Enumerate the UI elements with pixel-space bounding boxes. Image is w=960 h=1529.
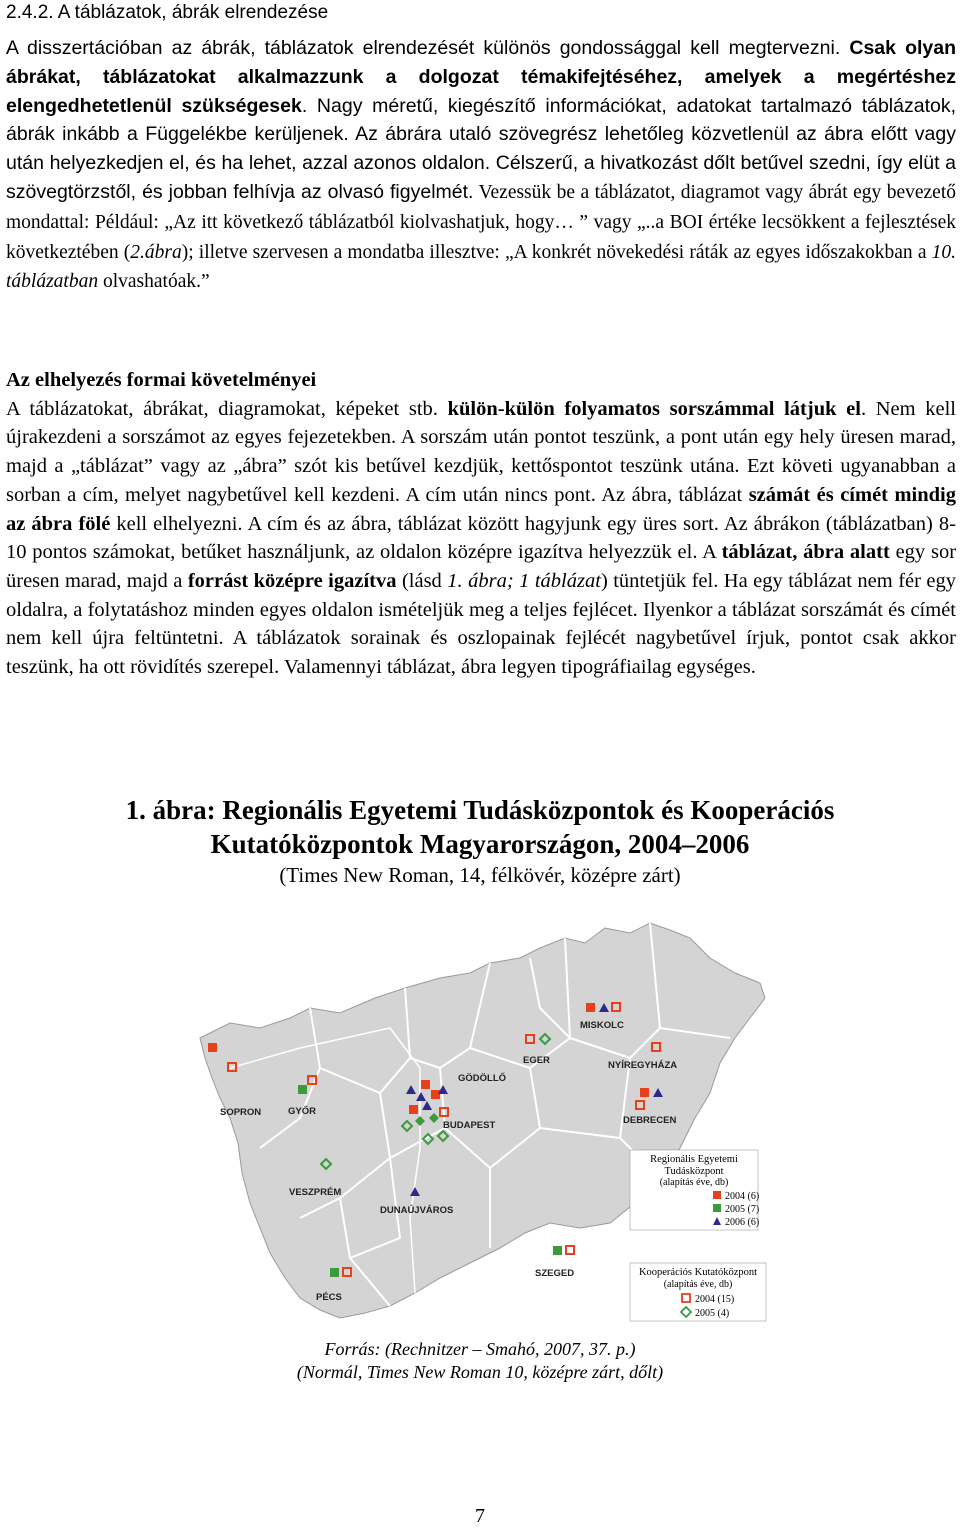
marker-debrecen-2004 (640, 1088, 649, 1097)
para1-example-cont: ); illetve szervesen a mondatba illesztve: „A konkrét növekedési ráták az egyes időszakokban a (181, 241, 932, 263)
figure-source (0, 1338, 960, 1384)
para2-bold-3: táblázat, ábra alatt (721, 541, 890, 564)
city-label-szeged: SZEGED (535, 1268, 575, 1279)
para1-sentence1: A disszertációban az ábrák, táblázatok elrendezését különös gondossággal kell megtervezni. (6, 37, 841, 59)
para2-bold-1: külön-külön folyamatos sorszámmal látjuk el (447, 397, 861, 420)
intro-paragraph (6, 34, 956, 297)
para1-figure-ref: 2.ábra (130, 241, 182, 263)
marker-szeged-coop (566, 1246, 574, 1254)
para2-italic-ref: 1. ábra; 1 táblázat (447, 569, 601, 592)
para1-example-end: olvashatóak.” (98, 271, 210, 293)
format-requirements-paragraph (6, 366, 956, 682)
para1-text: . Nagy méretű, kiegészítő információkat, adatokat tartalmazó táblázatok, ábrák inkább a Függelékbe kerüljenek. Az ábrára utaló szövegrész lehetőleg közvetlenül az ábra előtt vagy után helyezkedjen el, és ha lehet, azzal azonos oldalon. Célszerű, a hivatkozást dőlt betűvel szedni, így elüt a szövegtörzstől, és jobban felhívja az olvasó figyelmét. (6, 94, 957, 203)
legend1-title3: (alapítás éve, db) (659, 1177, 729, 1188)
para2-text-5: (lásd (396, 569, 448, 592)
page-number: 7 (475, 1505, 485, 1527)
para2-text-6: ) tüntetjük fel. Ha egy táblázat nem fér egy oldalra, a folytatáshoz minden egyes oldalon ismételjük meg a teljes fejlécet. Ilyenkor a táblázat sorszámát és címét nem kell újra feltüntetni. A táblázatok sorainak és oszlopainak fejlécét nagybetűvel írjuk, pontot csak akkor teszünk, ha ott rövidítés szerepel. Valamennyi táblázat, ábra legyen tipográfiailag egységes. (6, 569, 957, 679)
section-heading: 2.4.2. A táblázatok, ábrák elrendezése (6, 2, 329, 23)
legend1-item-2005: 2005 (7) (725, 1204, 760, 1215)
city-label-nyiregyhaza: NYÍREGYHÁZA (608, 1060, 678, 1071)
marker-sopron-2004 (208, 1043, 217, 1052)
marker-bp-2004a (421, 1080, 430, 1089)
legend-university-centers (630, 1150, 759, 1230)
city-label-sopron: SOPRON (220, 1107, 262, 1118)
legend2-item-2005: 2005 (4) (695, 1308, 730, 1319)
marker-pecs-2005 (330, 1268, 339, 1277)
para1-bold-requirement: Csak olyan ábrákat, táblázatokat alkalmazzunk a dolgozat témakifejtéséhez, amelyek a megértéshez elengedhetetlenül szükségesek (6, 37, 957, 117)
legend1-title1: Regionális Egyetemi (650, 1154, 738, 1165)
city-label-eger: EGER (523, 1055, 550, 1066)
para2-bold-2: számát és címét mindig az ábra fölé (6, 483, 956, 535)
figure-title (0, 793, 960, 861)
city-label-gyor: GYŐR (288, 1106, 316, 1117)
para1-table-ref: 10. táblázatban (6, 241, 956, 293)
figure-title-line2: Kutatóközpontok Magyarországon, 2004–2006 (210, 829, 750, 859)
city-label-debrecen: DEBRECEN (623, 1115, 677, 1126)
legend2-title2: (alapítás éve, db) (663, 1279, 733, 1290)
legend1-title2: Tudásközpont (664, 1166, 724, 1177)
subsection-title: Az elhelyezés formai követelményei (6, 369, 317, 391)
marker-bp-2004b (431, 1090, 440, 1099)
city-label-godollo: GÖDÖLLŐ (458, 1073, 507, 1084)
legend2-item-2004: 2004 (15) (695, 1294, 735, 1305)
legend-coop-centers (630, 1263, 766, 1321)
legend2-title1: Kooperációs Kutatóközpont (638, 1267, 758, 1278)
para2-bold-4: forrást középre igazítva (187, 569, 397, 592)
marker-bp-2004c (409, 1105, 418, 1114)
para2-text-4: egy sor üresen marad, majd a (6, 541, 957, 592)
legend1-item-2004: 2004 (6) (725, 1191, 760, 1202)
city-label-miskolc: MISKOLC (580, 1020, 624, 1031)
city-label-veszprem: VESZPRÉM (289, 1187, 342, 1198)
source-line2: (Normál, Times New Roman 10, középre zárt, dőlt) (296, 1362, 664, 1382)
city-label-budapest: BUDAPEST (443, 1120, 496, 1131)
para2-text-3: kell elhelyezni. A cím és az ábra, táblázat között hagyjunk egy üres sort. Az ábrákon (táblázatban) 8-10 pontos számokat, betűket használjunk, az oldalon középre igazítva helyezzük el. A (6, 512, 956, 564)
marker-miskolc-2004 (586, 1003, 595, 1012)
city-label-pecs: PÉCS (316, 1292, 342, 1303)
city-label-dunaujvaros: DUNAÚJVÁROS (380, 1205, 454, 1216)
hungary-map (190, 918, 770, 1330)
source-line1: Forrás: (Rechnitzer – Smahó, 2007, 37. p.) (324, 1339, 636, 1359)
figure-format-note: (Times New Roman, 14, félkövér, középre zárt) (279, 863, 681, 887)
para2-text-2: . Nem kell újrakezdeni a sorszámot az egyes fejezetekben. A sorszám után pontot teszünk, a pont után egy hely üresen marad, majd a „táblázat” vagy az „ábra” szót kis betűvel kezdjük, kettőspontot teszünk utána. Ezt követi ugyanabban a sorban a cím, melyet nagybetűvel kell kezdeni. A cím után nincs pont. Az ábra, táblázat (6, 397, 956, 506)
marker-gyor-2005 (298, 1085, 307, 1094)
para2-text-1: A táblázatokat, ábrákat, diagramokat, képeket stb. (6, 397, 448, 420)
marker-szeged-2005 (553, 1246, 562, 1255)
legend1-item-2006: 2006 (6) (725, 1217, 760, 1228)
para1-example-text: Vezessük be a táblázatot, diagramot vagy ábrát egy bevezető mondattal: Például: „Az itt következő táblázatból kiolvashatjuk, hogy… ” vagy „..a BOI értéke lecsökkent a fejlesztések következtében ( (6, 181, 956, 263)
legend1-swatch-2004 (713, 1191, 721, 1199)
legend1-swatch-2005 (713, 1204, 721, 1212)
figure-title-line1: 1. ábra: Regionális Egyetemi Tudásközpontok és Kooperációs (125, 795, 835, 825)
